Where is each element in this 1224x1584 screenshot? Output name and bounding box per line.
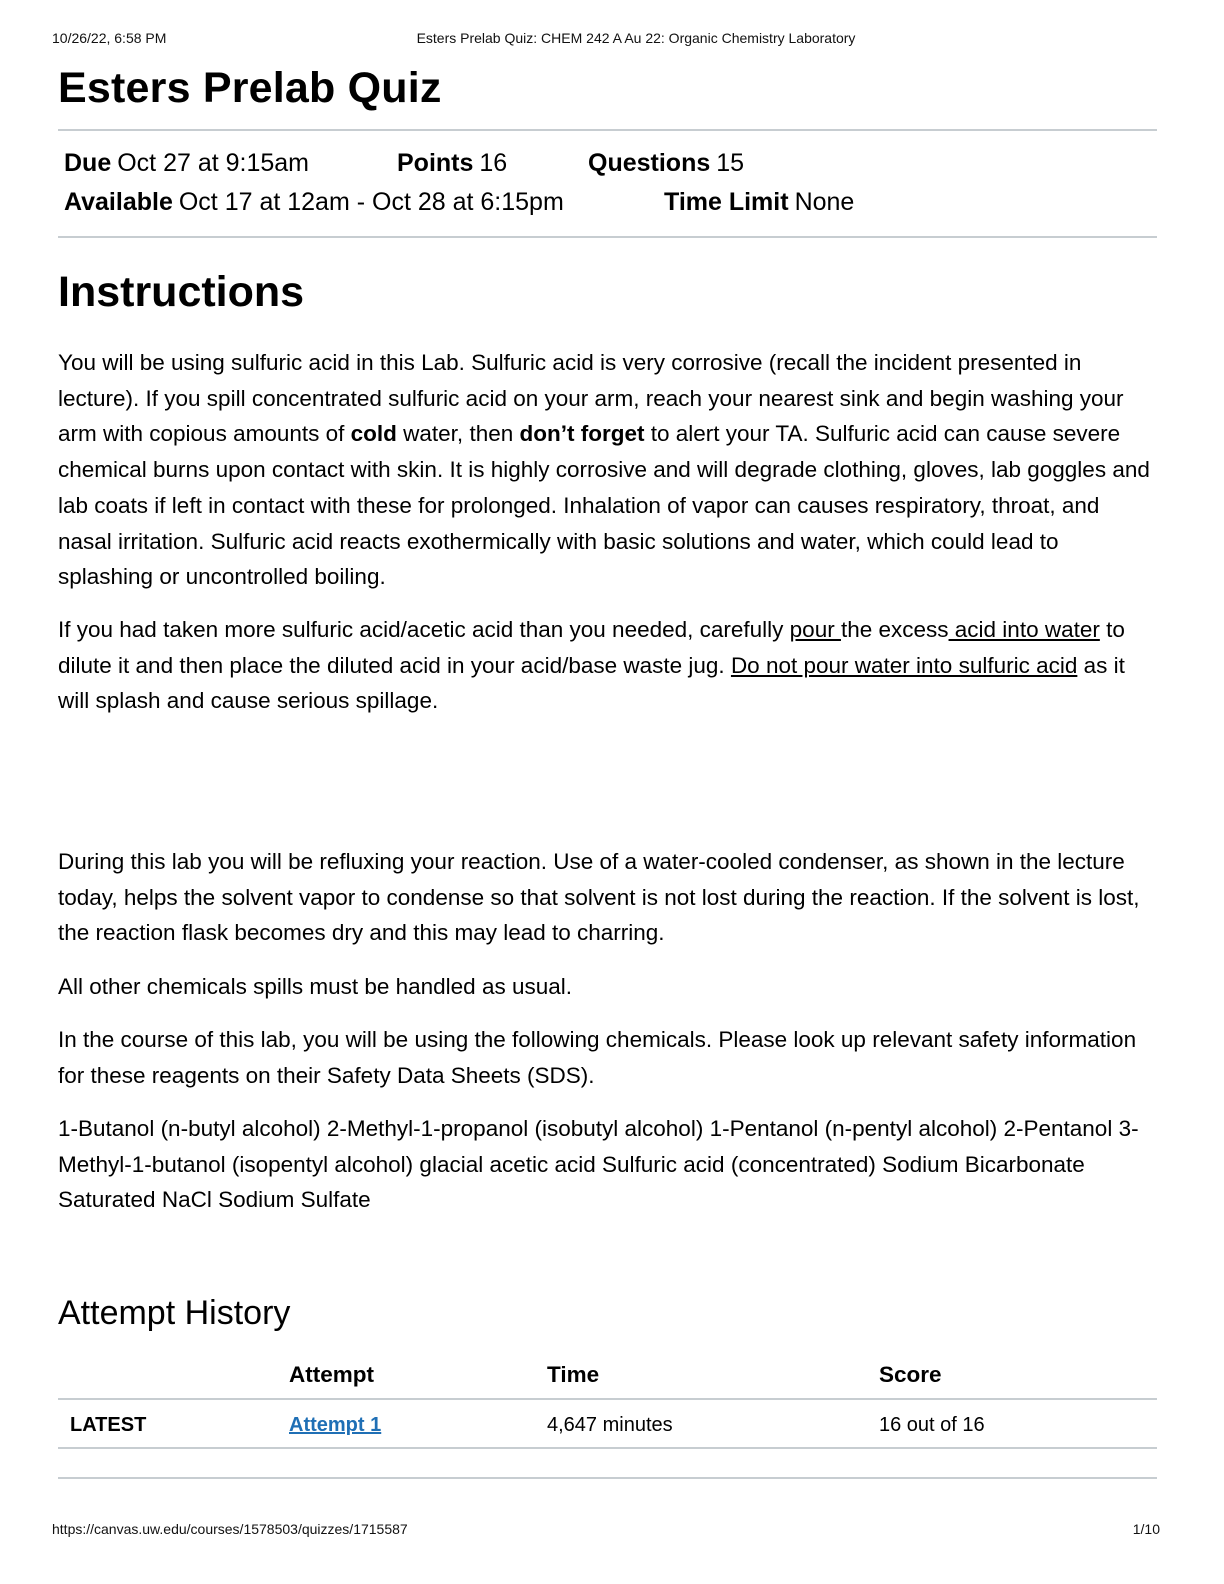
- print-footer: [52, 1521, 1160, 1539]
- due-label: Due: [64, 149, 112, 177]
- due-value: Oct 27 at 9:15am: [117, 149, 310, 177]
- due-info: [64, 149, 309, 178]
- column-header-attempt: Attempt: [289, 1362, 374, 1387]
- attempt-history-heading: Attempt History: [58, 1294, 291, 1332]
- instructions-heading: Instructions: [58, 268, 305, 316]
- instructions-paragraph-reflux: During this lab you will be refluxing your reaction. Use of a water-cooled condenser, as shown in the lecture today, helps the solvent vapor to condense so that solvent is not lost during the reaction. If the solvent is lost, the reaction flask becomes dry and this may lead to charring.: [58, 849, 1140, 946]
- instructions-paragraph-safety: [58, 345, 1158, 595]
- questions-label: Questions: [588, 149, 711, 177]
- time-limit-label: Time Limit: [664, 188, 789, 216]
- instr-text: to dilute it and then place the diluted acid in your acid/base waste jug.: [58, 617, 1125, 678]
- points-value: 16: [479, 149, 508, 177]
- points-info: [397, 149, 507, 178]
- attempt-1-link[interactable]: Attempt 1: [289, 1414, 382, 1436]
- instructions-paragraph-spills: All other chemicals spills must be handled as usual.: [58, 974, 573, 999]
- table-header-divider: [58, 1398, 1157, 1400]
- time-cell: 4,647 minutes: [547, 1414, 673, 1436]
- instr-text: You will be using sulfuric acid in this Lab. Sulfuric acid is very corrosive (recall the incident presented in lecture). If you spill concentrated sulfuric acid on your arm, reach your nearest sink and begin washing your arm with copious amounts of: [58, 350, 1124, 447]
- time-limit-info: [664, 188, 854, 217]
- available-value: Oct 17 at 12am - Oct 28 at 6:15pm: [178, 188, 564, 216]
- print-header: [52, 30, 1160, 48]
- instr-bold-cold: cold: [350, 421, 397, 447]
- questions-value: 15: [716, 149, 745, 177]
- questions-info: [588, 149, 744, 178]
- instr-text: the excess: [840, 617, 949, 642]
- instr-text: to alert your TA. Sulfuric acid can cause severe chemical burns upon contact with skin. It is highly corrosive and will degrade clothing, gloves, lab goggles and lab coats if left in contact with these for prolonged. Inhalation of vapor can causes respiratory, throat, and nasal irritation. Sulfuric acid reacts exothermically with basic solutions and water, which could lead to splashing or uncontrolled boiling.: [58, 421, 1150, 590]
- column-header-time: Time: [547, 1362, 600, 1387]
- points-label: Points: [397, 149, 474, 177]
- instr-bold-dont-forget: don’t forget: [519, 421, 645, 447]
- time-limit-value: None: [794, 188, 855, 216]
- instr-text: water, then: [396, 421, 520, 447]
- page-title: Esters Prelab Quiz: [58, 64, 442, 112]
- print-url: https://canvas.uw.edu/courses/1578503/quizzes/1715587: [52, 1521, 408, 1537]
- column-header-score: Score: [879, 1362, 942, 1387]
- instructions-paragraph-chemicals: 1-Butanol (n-butyl alcohol) 2-Methyl-1-propanol (isobutyl alcohol) 1-Pentanol (n-pentyl alcohol) 2-Pentanol 3-Methyl-1-butanol (isopentyl alcohol) glacial acetic acid Sulfuric acid (concentrated) Sodium Bicarbonate Saturated NaCl Sodium Sulfate: [58, 1116, 1139, 1213]
- divider: [58, 236, 1157, 238]
- attempt-cell: [289, 1414, 381, 1437]
- available-label: Available: [64, 188, 173, 216]
- score-cell: 16 out of 16: [879, 1414, 985, 1436]
- available-info: [64, 188, 564, 217]
- instr-text: If you had taken more sulfuric acid/acetic acid than you needed, carefully: [58, 617, 790, 642]
- instructions-paragraph-dilution: [58, 612, 1158, 719]
- divider: [58, 129, 1157, 131]
- instr-underline: pour: [789, 617, 841, 642]
- instr-underline: Do not pour water into sulfuric acid: [730, 652, 1078, 678]
- instr-text: as it will splash and cause serious spillage.: [58, 652, 1125, 714]
- instr-underline: acid into water: [948, 617, 1100, 642]
- print-page-number: 1/10: [1132, 1521, 1160, 1537]
- print-page-title: Esters Prelab Quiz: CHEM 242 A Au 22: Organic Chemistry Laboratory: [416, 30, 856, 46]
- print-datetime: 10/26/22, 6:58 PM: [52, 30, 167, 46]
- latest-badge: LATEST: [70, 1414, 147, 1436]
- instructions-paragraph-sds: In the course of this lab, you will be using the following chemicals. Please look up relevant safety information for these reagents on their Safety Data Sheets (SDS).: [58, 1027, 1137, 1088]
- table-bottom-divider: [58, 1477, 1157, 1479]
- table-row-divider: [58, 1447, 1157, 1449]
